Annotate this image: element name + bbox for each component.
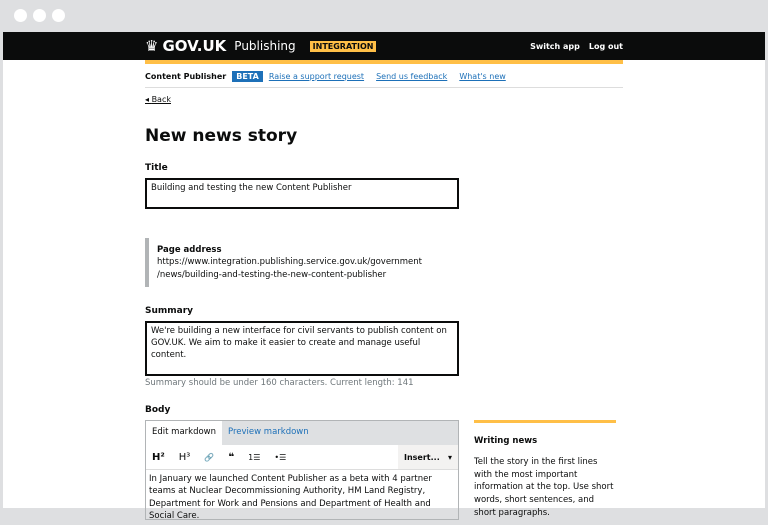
guidance-sidebar [474,420,616,520]
support-link[interactable]: Raise a support request [268,72,365,81]
guidance-text: Tell the story in the first lines with the most important information at the top. Use short words, short sentences, and short paragraphs. [474,456,614,518]
page-address-line1: https://www.integration.publishing.service.gov.uk/government [157,257,423,268]
phase-banner [145,71,512,82]
log-out-link[interactable]: Log out [588,42,623,51]
body-label: Body [145,405,171,415]
product-name: Publishing [234,39,296,53]
insert-dropdown[interactable] [398,445,458,469]
back-link[interactable] [145,95,171,104]
window-dot[interactable] [33,9,46,22]
window-dot[interactable] [14,9,27,22]
switch-app-link[interactable]: Switch app [530,42,580,51]
feedback-link[interactable]: Send us feedback [376,72,448,81]
page-title: New news story [145,126,298,146]
app-name: Content Publisher [145,72,227,81]
header [3,32,765,60]
guidance-title: Writing news [474,436,538,446]
heading3-icon[interactable]: H³ [178,451,191,463]
insert-label: Insert... [404,452,440,462]
summary-hint: Summary should be under 160 characters. Current length: 141 [145,378,414,388]
brand: GOV.UK [162,37,227,55]
back-arrow-icon: ◂ [145,95,152,104]
body-textarea[interactable]: In January we launched Content Publisher as a beta with 4 partner teams at Nuclear Decommissioning Authority, HM Land Registry, Department for Work and Pensions and Department of Health and Social Care. [146,469,458,525]
dropdown-arrow-icon: ▾ [447,452,452,462]
whats-new-link[interactable]: What's new [459,72,506,81]
page-address-line2: /news/building-and-testing-the-new-content-publisher [157,269,387,280]
page-address [145,238,425,287]
divider [145,87,623,88]
phase-tag: BETA [232,71,263,82]
crown-icon: ♛ [145,37,159,55]
tab-preview-markdown[interactable]: Preview markdown [228,427,309,437]
heading2-icon[interactable]: H² [152,451,165,463]
summary-label: Summary [145,306,194,316]
markdown-editor [145,420,459,520]
header-stripe [145,60,623,64]
window-controls [14,9,65,22]
environment-tag: INTEGRATION [310,41,377,52]
page-address-label: Page address [157,245,222,255]
quote-icon[interactable]: ❝ [228,451,235,463]
numbered-list-icon[interactable]: 1☰ [248,452,261,462]
govuk-logo[interactable] [145,37,376,55]
title-label: Title [145,163,168,173]
tab-edit-markdown[interactable]: Edit markdown [146,421,222,445]
back-label: Back [151,95,171,104]
bullet-list-icon[interactable]: •☰ [274,452,287,462]
summary-textarea[interactable]: We're building a new interface for civil servants to publish content on GOV.UK. We aim to make it easier to create and manage useful content. [145,321,459,376]
browser-window [3,32,765,521]
title-input[interactable]: Building and testing the new Content Publisher [145,178,459,209]
link-icon[interactable]: 🔗 [204,452,215,462]
window-dot[interactable] [52,9,65,22]
